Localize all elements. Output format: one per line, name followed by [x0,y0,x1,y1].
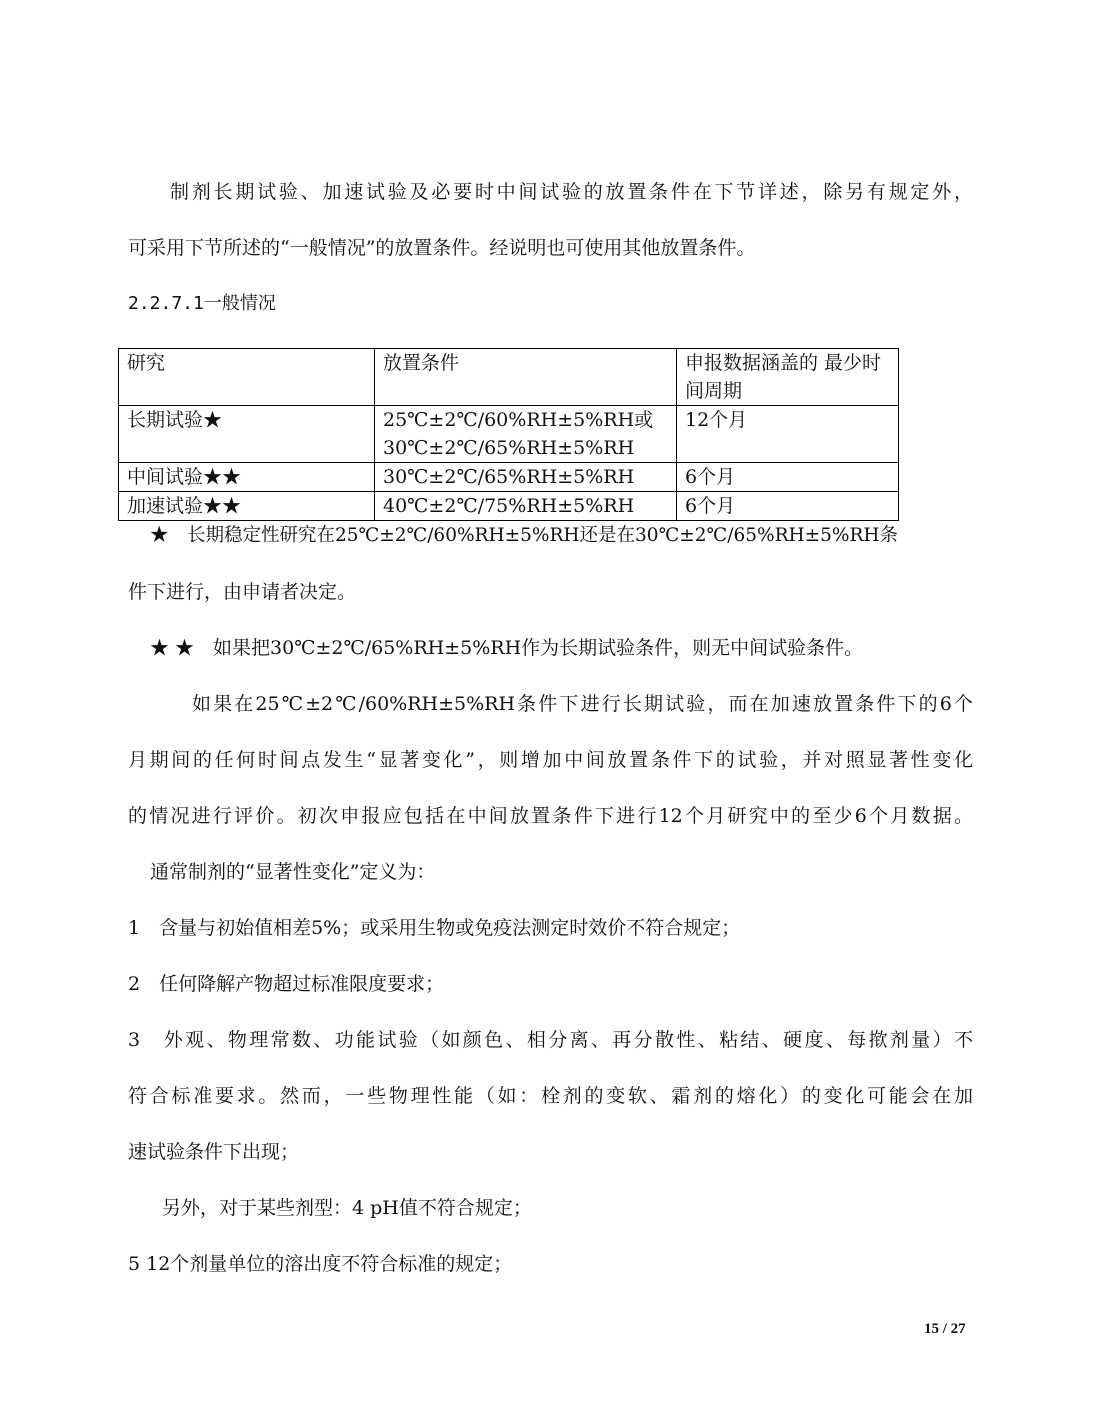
list-item: 3 外观、物理常数、功能试验（如颜色、相分离、再分散性、粘结、硬度、每揿剂量）不 [128,1029,973,1051]
table-cell: 6个月 [677,463,899,492]
table-cell: 6个月 [677,492,899,521]
note-line: 件下进行，由申请者决定。 [128,581,357,603]
table-cell-line: 30℃±2℃/65%RH±5%RH [383,437,635,459]
paragraph-line: 月期间的任何时间点发生“显著变化”，则增加中间放置条件下的试验，并对照显著性变化 [128,749,973,771]
page-number: 15 / 27 [924,1321,966,1337]
list-item: 5 12个剂量单位的溶出度不符合标准的规定； [128,1253,513,1275]
table-cell-line: 25℃±2℃/60%RH±5%RH或 [383,409,654,431]
table-row [119,406,899,463]
note-line: ★ ★ 如果把30℃±2℃/65%RH±5%RH作为长期试验条件，则无中间试验条件。 [150,637,864,659]
paragraph-line: 制剂长期试验、加速试验及必要时中间试验的放置条件在下节详述，除另有规定外， [170,181,973,203]
list-item: 2 任何降解产物超过标准限度要求； [128,973,445,995]
table-header-row [119,349,899,406]
table-row [119,463,899,492]
note-line: ★ 长期稳定性研究在25℃±2℃/60%RH±5%RH还是在30℃±2℃/65%RH±5%RH条 [150,525,899,546]
section-title: 2.2.7.1一般情况 [128,293,276,314]
table-cell: 长期试验★ [119,406,375,463]
paragraph-line: 的情况进行评价。初次申报应包括在中间放置条件下进行12个月研究中的至少6个月数据。 [128,805,973,827]
table-cell: 30℃±2℃/65%RH±5%RH [375,463,677,492]
table-header-cell: 研究 [119,349,375,406]
table-cell: 40℃±2℃/75%RH±5%RH [375,492,677,521]
table-header-cell: 放置条件 [375,349,677,406]
table-cell: 加速试验★★ [119,492,375,521]
list-item: 符合标准要求。然而，一些物理性能（如：栓剂的变软、霜剂的熔化）的变化可能会在加 [128,1085,973,1107]
storage-conditions-table [118,348,899,521]
list-item: 速试验条件下出现； [128,1141,300,1163]
table-cell: 中间试验★★ [119,463,375,492]
table-cell: 12个月 [677,406,899,463]
list-item: 1 含量与初始值相差5%；或采用生物或免疫法测定时效价不符合规定； [128,917,741,939]
definition-intro: 通常制剂的“显著性变化”定义为： [150,861,436,883]
paragraph-line: 如果在25℃±2℃/60%RH±5%RH条件下进行长期试验，而在加速放置条件下的6个 [192,693,973,715]
list-item: 另外，对于某些剂型：4 pH值不符合规定； [162,1197,532,1219]
table-header-cell: 申报数据涵盖的 最少时间周期 [677,349,899,406]
table-cell [375,406,677,463]
paragraph-line: 可采用下节所述的“一般情况”的放置条件。经说明也可使用其他放置条件。 [128,237,756,259]
table-row [119,492,899,521]
